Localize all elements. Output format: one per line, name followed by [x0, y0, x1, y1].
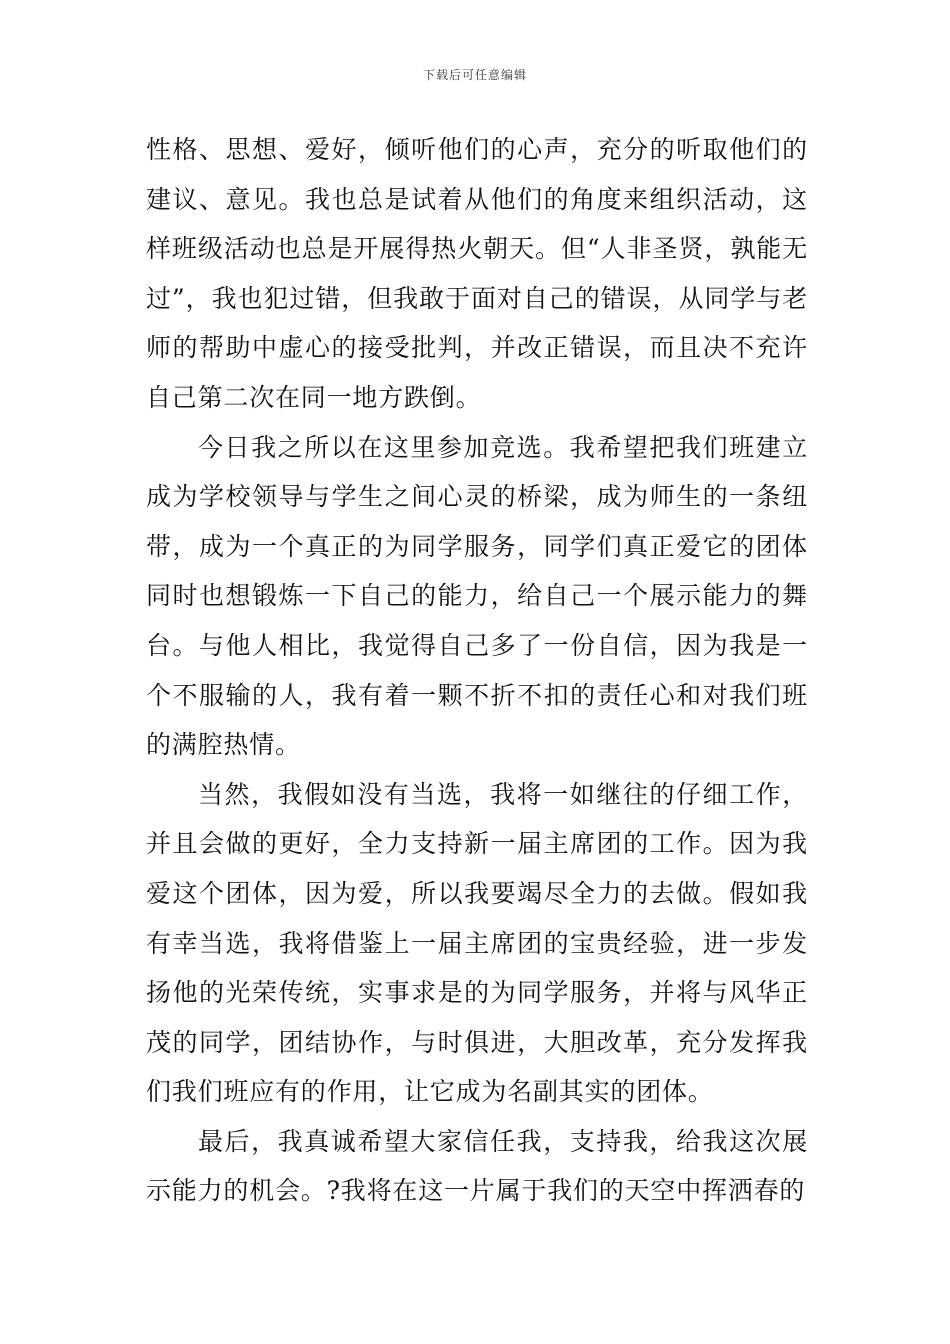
page-header: 下载后可任意编辑 [422, 68, 527, 82]
paragraph-3: 当然，我假如没有当选，我将一如继往的仔细工作，并且会做的更好，全力支持新一届主席团的工作。因为我爱这个团体，因为爱，所以我要竭尽全力的去做。假如我有幸当选，我将借鉴上一届主席团的宝贵经验，进一步发扬他的光荣传统，实事求是的为同学服务，并将与风华正茂的同学，团结协作，与时俱进，大胆改革，充分发挥我们我们班应有的作用，让它成为名副其实的团体。 [146, 779, 808, 1107]
paragraph-1: 性格、思想、爱好，倾听他们的心声，充分的听取他们的建议、意见。我也总是试着从他们的角度来组织活动，这样班级活动也总是开展得热火朝天。但“人非圣贤，孰能无过”，我也犯过错，但我敢于面对自己的错误，从同学与老师的帮助中虚心的接受批判，并改正错误，而且决不充许自己第二次在同一地方跌倒。 [146, 135, 808, 412]
document-body [146, 125, 808, 1216]
paragraph-4: 最后，我真诚希望大家信任我，支持我，给我这次展示能力的机会。?我将在这一片属于我们的天空中挥洒春的 [146, 1126, 808, 1206]
paragraph-2: 今日我之所以在这里参加竞选。我希望把我们班建立成为学校领导与学生之间心灵的桥梁，成为师生的一条纽带，成为一个真正的为同学服务，同学们真正爱它的团体同时也想锻炼一下自己的能力，给自己一个展示能力的舞台。与他人相比，我觉得自己多了一份自信，因为我是一个不服输的人，我有着一颗不折不扣的责任心和对我们班的满腔热情。 [146, 432, 808, 760]
